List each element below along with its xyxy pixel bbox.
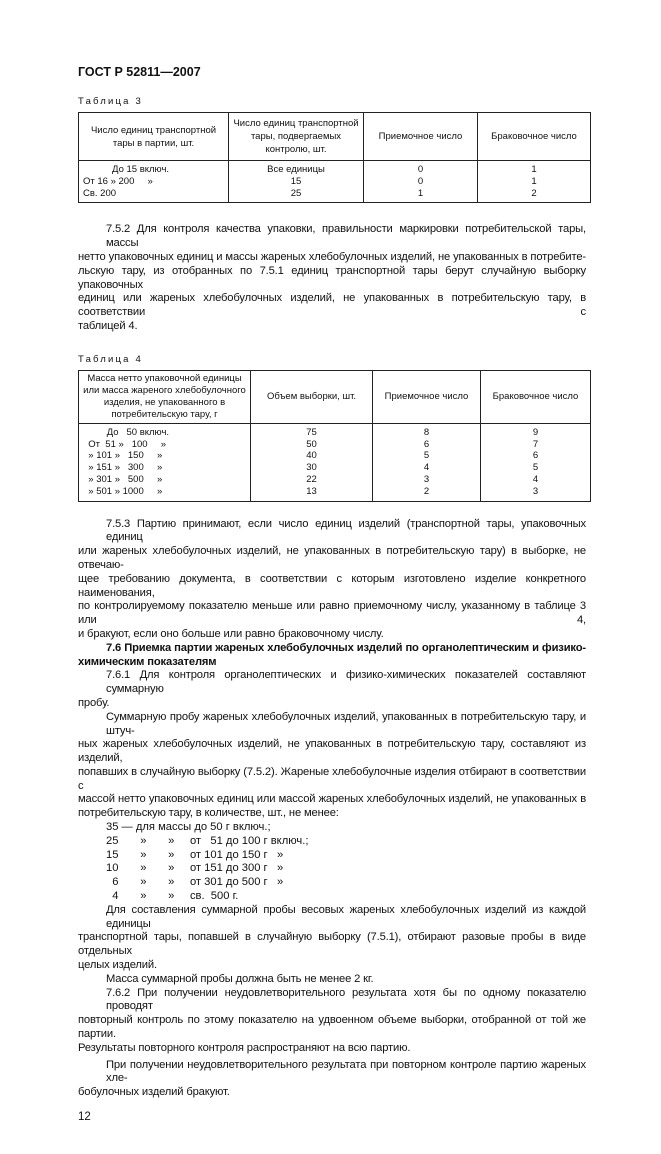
table-cell: 9 — [481, 423, 591, 438]
text-line: льскую тару, из отобранных по 7.5.1 единиц транспортной тары берут случайную выборку упаковочных — [78, 264, 586, 291]
paragraph-7-5-3 — [78, 518, 586, 642]
list-item: 35 — для массы до 50 г включ.; — [106, 821, 271, 834]
text-line: и бракуют, если оно больше или равно браковочному числу. — [78, 627, 384, 640]
table-cell: » 101 » 150 » — [79, 450, 251, 462]
paragraph-7-6-1 — [78, 669, 586, 710]
table-cell: 4 — [373, 462, 481, 474]
table-cell: 7 — [481, 439, 591, 451]
text-line: массой нетто упаковочных единиц или массой жареных хлебобулочных изделий, не упакованных в — [78, 793, 586, 806]
table-cell: » 501 » 1000 » — [79, 486, 251, 501]
table-row — [79, 188, 591, 203]
text-line: пробу. — [78, 696, 110, 709]
page-number: 12 — [78, 1111, 91, 1124]
table-cell: 75 — [251, 423, 373, 438]
list-item: 15 » » от 101 до 150 г » — [106, 848, 284, 861]
text-line: таблицей 4. — [78, 319, 138, 332]
table-row — [79, 474, 591, 486]
text-line: единиц или жареных хлебобулочных изделий, не упакованных в потребительскую тару, в соответствии с — [78, 292, 586, 319]
table-cell: 2 — [478, 188, 591, 203]
table-cell: От 51 » 100 » — [79, 439, 251, 451]
sample-quantity-list — [78, 821, 586, 904]
table-cell: » 301 » 500 » — [79, 474, 251, 486]
table-cell: 6 — [481, 450, 591, 462]
table-4-header: Браковочное число — [481, 370, 591, 423]
table-row — [79, 176, 591, 188]
text-line: или жареных хлебобулочных изделий, не упакованных в потребительскую тару) в выборке, не отвечаю- — [78, 545, 586, 571]
paragraph-7-6-2 — [78, 987, 586, 1056]
table-4-label: Таблица 4 — [78, 353, 143, 365]
table-4-header: Объем выборки, шт. — [251, 370, 373, 423]
table-cell: 1 — [478, 176, 591, 188]
text-line: 7.5.3 Партию принимают, если число единиц изделий (транспортной тары, упаковочных единиц — [106, 517, 586, 544]
table-row — [79, 161, 591, 176]
text-line: 7.6.1 Для контроля органолептических и физико-химических показателей составляют суммарную — [106, 669, 586, 696]
text-line: При получении неудовлетворительного результата при повторном контроле партию жареных хле- — [106, 1058, 586, 1085]
table-3-header: Число единиц транспортной тары в партии, шт. — [79, 113, 229, 161]
text-line: Масса суммарной пробы должна быть не менее 2 кг. — [106, 972, 374, 985]
list-item: 10 » » от 151 до 300 г » — [106, 862, 284, 875]
paragraph-rejection — [78, 1059, 586, 1100]
text-line: 7.6.2 При получении неудовлетворительного результата хотя бы по одному показателю проводят — [106, 986, 586, 1013]
text-line: 7.5.2 Для контроля качества упаковки, правильности маркировки потребительской тары, массы — [106, 223, 586, 250]
text-line: потребительскую тару, в количестве, шт., не менее: — [78, 807, 339, 820]
table-cell: 2 — [373, 486, 481, 501]
table-cell: 50 — [251, 439, 373, 451]
text-line: целых изделий. — [78, 959, 157, 972]
table-cell: 6 — [373, 439, 481, 451]
text-line: повторный контроль по этому показателю на удвоенном объеме выборки, отобранной от той же партии. — [78, 1014, 586, 1041]
paragraph-sample-mass — [78, 973, 586, 987]
table-row — [79, 486, 591, 501]
table-cell: 3 — [373, 474, 481, 486]
paragraph-7-5-2 — [78, 223, 586, 333]
heading-7-6 — [78, 642, 586, 670]
table-cell: » 151 » 300 » — [79, 462, 251, 474]
table-row — [79, 462, 591, 474]
table-3-header: Браковочное число — [478, 113, 591, 161]
list-item: 4 » » св. 500 г. — [106, 890, 239, 903]
table-row — [79, 439, 591, 451]
table-cell: Все единицы — [229, 161, 364, 176]
table-cell: 30 — [251, 462, 373, 474]
text-line: химическим показателям — [78, 655, 217, 668]
table-cell: 40 — [251, 450, 373, 462]
table-cell: 0 — [364, 161, 478, 176]
table-cell: 3 — [481, 486, 591, 501]
table-3-label: Таблица 3 — [78, 96, 143, 107]
text-line: щее требованию документа, в соответствии с которым изготовлено изделие конкретного наименования, — [78, 572, 586, 599]
list-item: 25 » » от 51 до 100 г включ.; — [106, 834, 309, 847]
text-line: по контролируемому показателю меньше или равно приемочному числу, указанному в таблице 3 или 4, — [78, 600, 586, 627]
text-line: Результаты повторного контроля распространяют на всю партию. — [78, 1041, 411, 1054]
list-item: 6 » » от 301 до 500 г » — [106, 876, 284, 889]
table-row — [79, 450, 591, 462]
table-3-header: Число единиц транспортной тары, подвергаемых контролю, шт. — [229, 113, 364, 161]
table-cell: 8 — [373, 423, 481, 438]
text-line: Суммарную пробу жареных хлебобулочных изделий, упакованных в потребительскую тару, и штуч- — [106, 710, 586, 737]
table-cell: До 50 включ. — [79, 423, 251, 438]
text-line: нетто упаковочных единиц и массы жареных хлебобулочных изделий, не упакованных в потребите- — [78, 250, 586, 263]
text-line: попавших в случайную выборку (7.5.2). Жареные хлебобулочные изделия отбирают в соответствии с — [78, 765, 586, 792]
table-cell: 13 — [251, 486, 373, 501]
table-cell: Св. 200 — [79, 188, 229, 203]
table-cell: До 15 включ. — [79, 161, 229, 176]
table-row — [79, 423, 591, 438]
table-4 — [78, 370, 591, 502]
paragraph-weighted-sample — [78, 904, 586, 973]
paragraph-7-6-1-sample — [78, 711, 586, 821]
text-line: 7.6 Приемка партии жареных хлебобулочных изделий по органолептическим и физико- — [106, 641, 586, 654]
table-cell: 1 — [478, 161, 591, 176]
table-cell: 1 — [364, 188, 478, 203]
text-line: ных жареных хлебобулочных изделий, не упакованных в потребительскую тару, составляют из изделий, — [78, 738, 586, 765]
text-line: бобулочных изделий бракуют. — [78, 1086, 230, 1099]
text-line: транспортной тары, попавшей в случайную выборку (7.5.1), отбирают разовые пробы в виде отдельных — [78, 931, 586, 958]
table-cell: 5 — [373, 450, 481, 462]
table-3 — [78, 112, 591, 203]
table-4-header: Приемочное число — [373, 370, 481, 423]
table-4-header: Масса нетто упаковочной единицы или масса жареного хлебобулочного изделия, не упакованного в потребительскую тару, г — [79, 370, 251, 423]
table-cell: От 16 » 200 » — [79, 176, 229, 188]
table-3-header: Приемочное число — [364, 113, 478, 161]
table-cell: 25 — [229, 188, 364, 203]
table-cell: 15 — [229, 176, 364, 188]
table-cell: 4 — [481, 474, 591, 486]
table-cell: 0 — [364, 176, 478, 188]
document-header: ГОСТ Р 52811—2007 — [78, 65, 201, 79]
text-line: Для составления суммарной пробы весовых жареных хлебобулочных изделий из каждой единицы — [106, 903, 586, 930]
table-cell: 5 — [481, 462, 591, 474]
table-cell: 22 — [251, 474, 373, 486]
